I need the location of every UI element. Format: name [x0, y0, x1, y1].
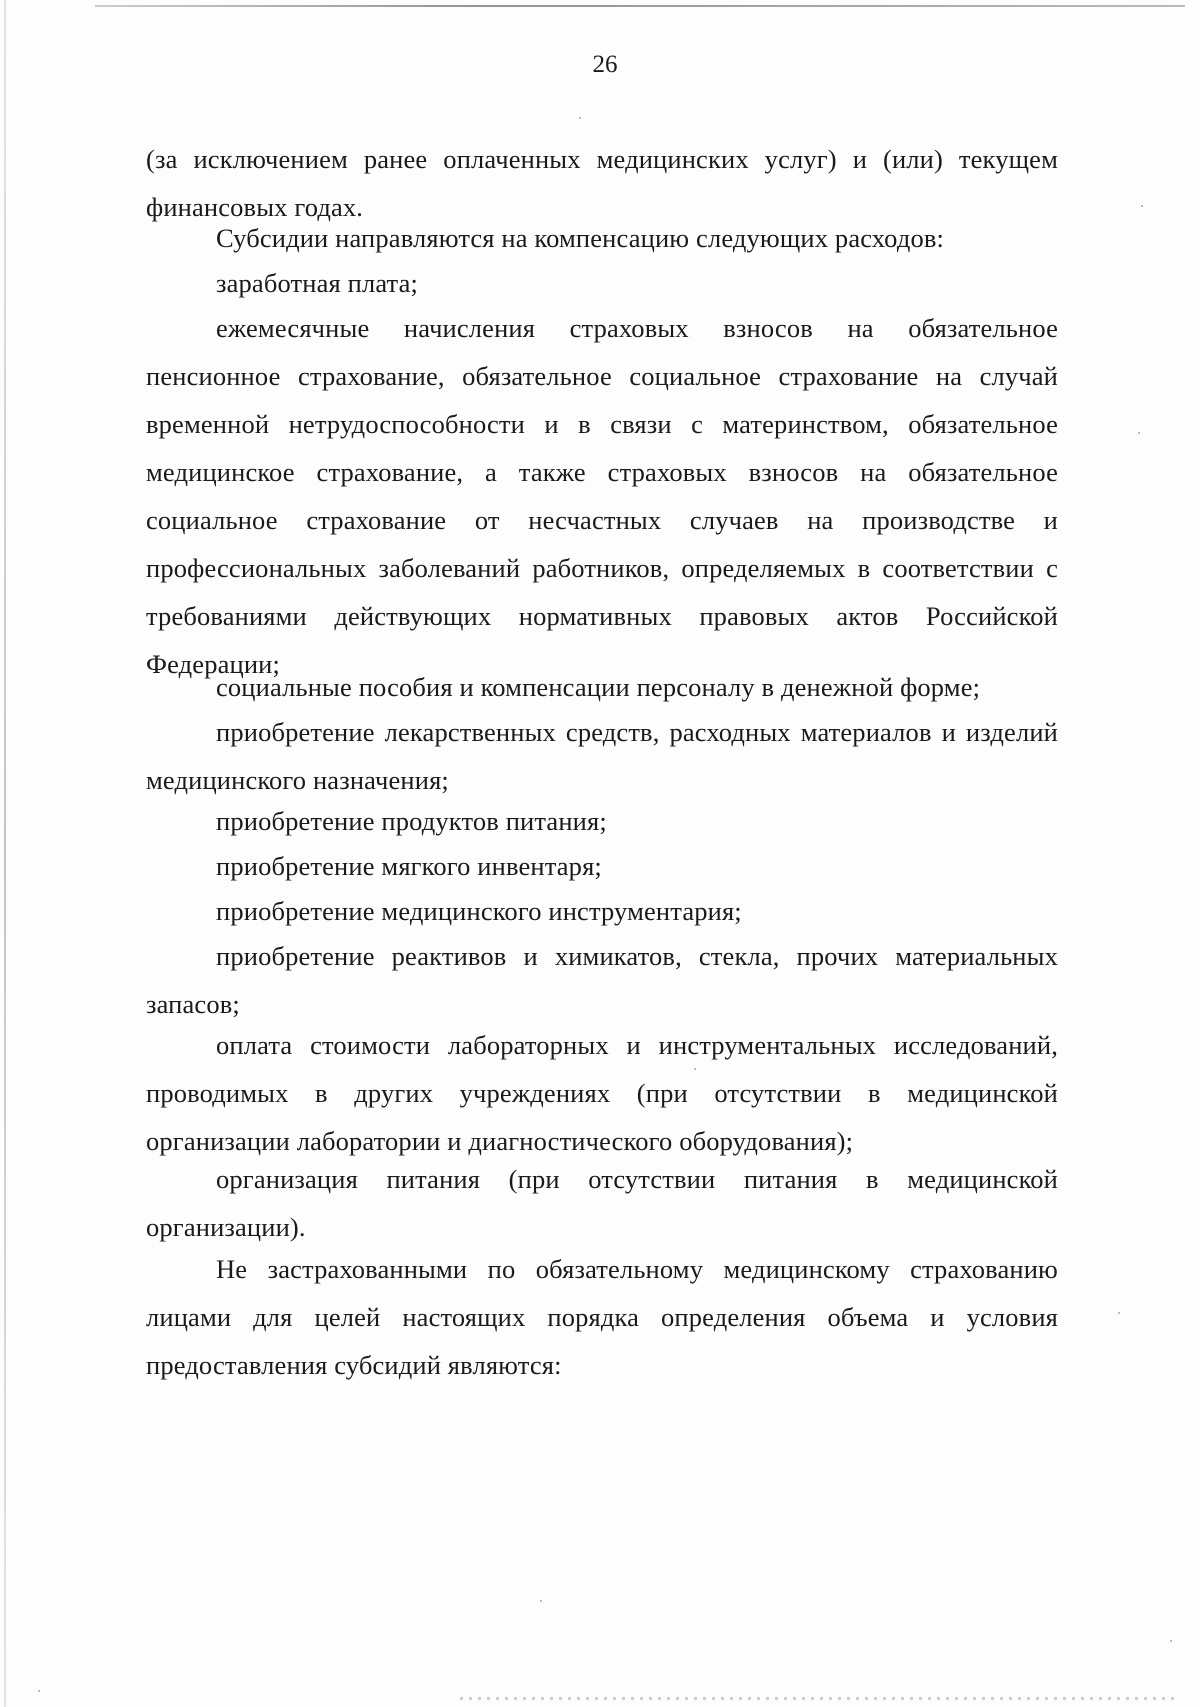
list-item-medicines [146, 708, 1058, 804]
scan-speck [1118, 1312, 1120, 1314]
scan-speck [694, 1068, 696, 1070]
scan-speck [540, 1600, 542, 1602]
paragraph-text: ежемесячные начисления страховых взносов на обязательное пенсионное страхование, обязательное социальное страхование на случай временной нетрудоспособности и в связи с материнством, обязательное медицинское страхование, а также страховых взносов на обязательное социальное страхование от несчастных случаев на производстве и профессиональных заболеваний работников, определяемых в соответствии с требованиями действующих нормативных правовых актов Российской Федерации; [146, 313, 1058, 679]
scan-speck [1141, 205, 1143, 207]
list-item-salary [146, 259, 1058, 307]
paragraph-text: заработная плата; [216, 268, 419, 298]
list-item-catering [146, 1155, 1058, 1251]
paragraph-text: Субсидии направляются на компенсацию следующих расходов: [216, 223, 945, 253]
scan-edge-left [4, 0, 6, 1707]
paragraph-text: (за исключением ранее оплаченных медицинских услуг) и (или) текущем финансовых годах. [146, 144, 1058, 222]
list-item-laboratory-research [146, 1021, 1058, 1165]
list-item-medical-instruments [146, 887, 1058, 935]
scan-speck [1170, 1640, 1172, 1642]
list-item-food-products [146, 797, 1058, 845]
paragraph-uninsured-persons [146, 1245, 1058, 1389]
scan-speck [38, 1690, 40, 1692]
list-item-reagents [146, 932, 1058, 1028]
paragraph-text: организация питания (при отсутствии питания в медицинской организации). [146, 1164, 1058, 1242]
paragraph-text: приобретение реактивов и химикатов, стекла, прочих материальных запасов; [146, 941, 1058, 1019]
list-item-social-benefits [146, 663, 1058, 711]
list-item-insurance-contributions [146, 304, 1058, 688]
paragraph-subsidies-intro [146, 214, 1058, 262]
paragraph-text: приобретение мягкого инвентаря; [216, 851, 602, 881]
paragraph-text: Не застрахованными по обязательному медицинскому страхованию лицами для целей настоящих порядка определения объема и условия предоставления субсидий являются: [146, 1254, 1058, 1380]
paragraph-text: приобретение медицинского инструментария; [216, 896, 742, 926]
paragraph-text: социальные пособия и компенсации персоналу в денежной форме; [216, 672, 981, 702]
paragraph-text: приобретение продуктов питания; [216, 806, 607, 836]
page-number: 26 [592, 51, 618, 78]
paragraph-text: приобретение лекарственных средств, расходных материалов и изделий медицинского назначения; [146, 717, 1058, 795]
scan-speck [1138, 432, 1140, 434]
list-item-soft-inventory [146, 842, 1058, 890]
paragraph-text: оплата стоимости лабораторных и инструментальных исследований, проводимых в других учреждениях (при отсутствии в медицинской организации лаборатории и диагностического оборудования); [146, 1030, 1058, 1156]
scan-edge-top [95, 5, 1185, 7]
scan-speck [579, 117, 581, 119]
scan-noise-bottom [460, 1697, 1180, 1700]
